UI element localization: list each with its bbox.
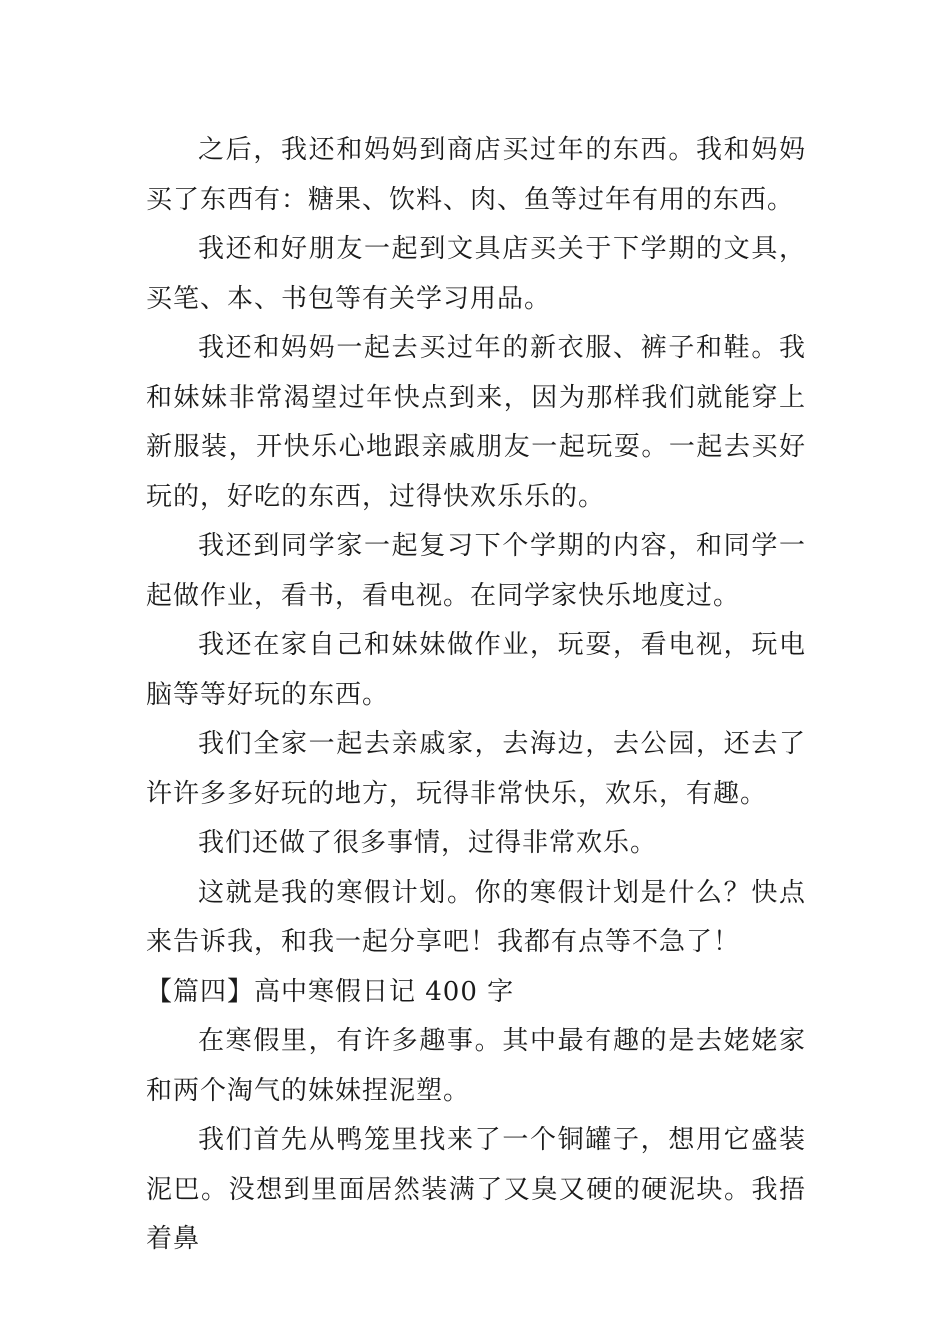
paragraph: 之后，我还和妈妈到商店买过年的东西。我和妈妈买了东西有：糖果、饮料、肉、鱼等过年有用的东西。 [146, 135, 806, 215]
paragraph: 这就是我的寒假计划。你的寒假计划是什么？快点来告诉我，和我一起分享吧！我都有点等不急了！ [146, 877, 806, 957]
paragraph: 我还在家自己和妹妹做作业，玩耍，看电视，玩电脑等等好玩的东西。 [146, 630, 806, 710]
document-body [146, 126, 806, 1265]
paragraph: 我还到同学家一起复习下个学期的内容，和同学一起做作业，看书，看电视。在同学家快乐地度过。 [146, 531, 806, 611]
paragraph: 我们首先从鸭笼里找来了一个铜罐子，想用它盛装泥巴。没想到里面居然装满了又臭又硬的硬泥块。我捂着鼻 [146, 1125, 806, 1254]
paragraph: 我们还做了很多事情，过得非常欢乐。 [198, 828, 658, 858]
paragraph: 在寒假里，有许多趣事。其中最有趣的是去姥姥家和两个淘气的妹妹捏泥塑。 [146, 1026, 806, 1106]
section-heading: 【篇四】高中寒假日记 400 字 [146, 976, 515, 1007]
paragraph: 我们全家一起去亲戚家，去海边，去公园，还去了许许多多好玩的地方，玩得非常快乐，欢乐，有趣。 [146, 729, 806, 809]
paragraph: 我还和妈妈一起去买过年的新衣服、裤子和鞋。我和妹妹非常渴望过年快点到来，因为那样我们就能穿上新服装，开快乐心地跟亲戚朋友一起玩耍。一起去买好玩的，好吃的东西，过得快欢乐乐的。 [146, 333, 806, 512]
paragraph: 我还和好朋友一起到文具店买关于下学期的文具，买笔、本、书包等有关学习用品。 [146, 234, 806, 314]
